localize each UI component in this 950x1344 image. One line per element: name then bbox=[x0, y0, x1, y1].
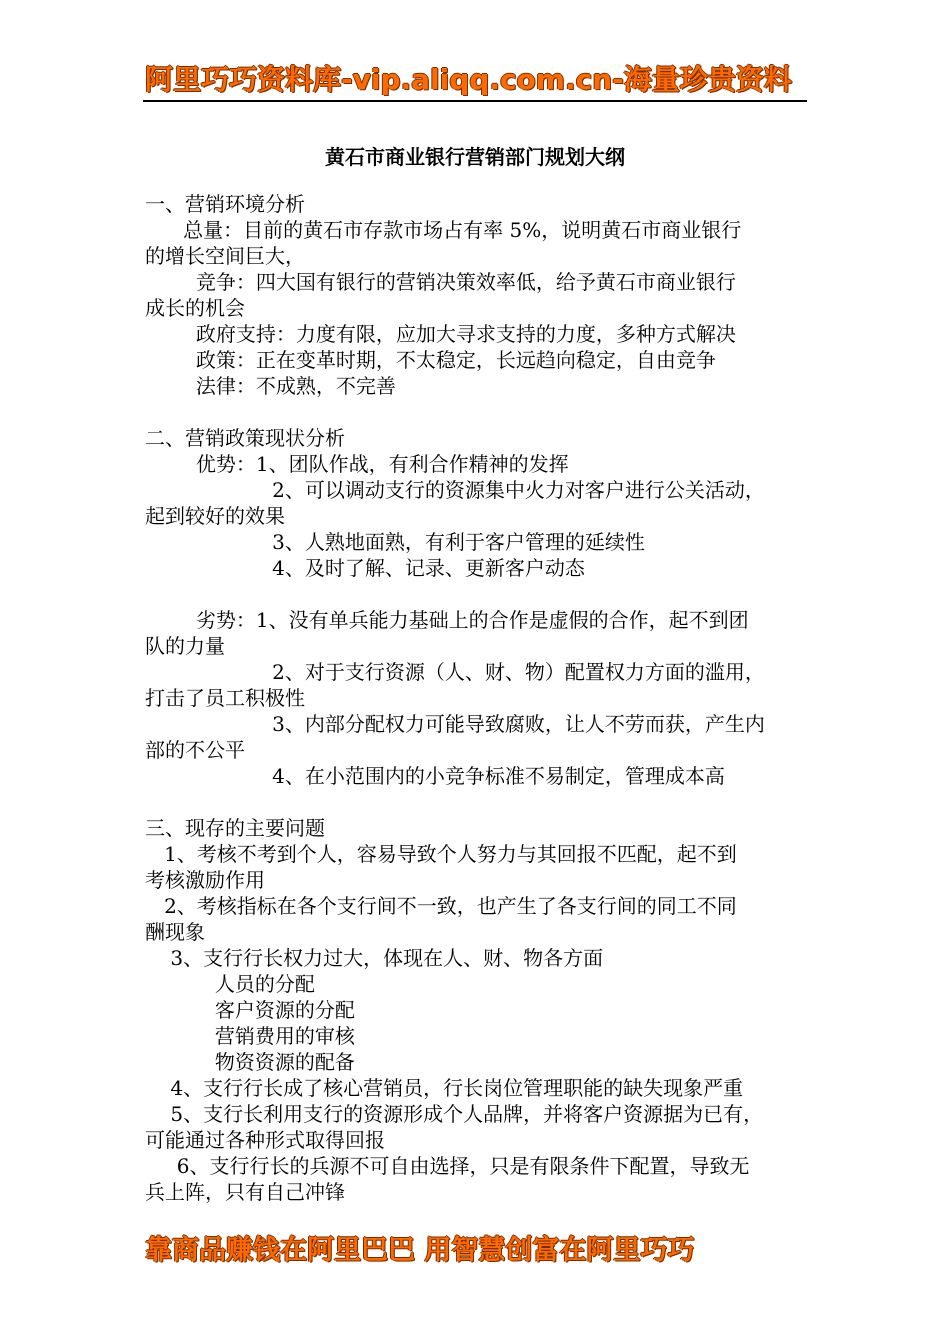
header-banner: 阿里巧巧资料库-vip.aliqq.com.cn-海量珍贵资料 bbox=[145, 63, 792, 96]
text-line: 优势：1、团队作战，有利合作精神的发挥 bbox=[145, 452, 569, 476]
text-line: 打击了员工积极性 bbox=[145, 686, 305, 710]
text-line: 物资资源的配备 bbox=[145, 1050, 355, 1074]
text-line: 2、对于支行资源（人、财、物）配置权力方面的滥用， bbox=[145, 660, 765, 684]
text-line: 队的力量 bbox=[145, 634, 225, 658]
text-line: 客户资源的分配 bbox=[145, 998, 355, 1022]
text-line: 人员的分配 bbox=[145, 972, 315, 996]
text-line: 4、在小范围内的小竞争标准不易制定，管理成本高 bbox=[145, 764, 725, 788]
text-line: 一、营销环境分析 bbox=[145, 192, 305, 216]
text-line: 5、支行长利用支行的资源形成个人品牌，并将客户资源据为已有， bbox=[145, 1102, 764, 1126]
text-line: 起到较好的效果 bbox=[145, 504, 285, 528]
text-line: 的增长空间巨大， bbox=[145, 244, 305, 268]
text-line: 3、人熟地面熟，有利于客户管理的延续性 bbox=[145, 530, 645, 554]
document-body bbox=[145, 191, 815, 1205]
text-line: 2、可以调动支行的资源集中火力对客户进行公关活动， bbox=[145, 478, 765, 502]
text-line: 总量：目前的黄石市存款市场占有率 5%，说明黄石市商业银行 bbox=[145, 218, 742, 242]
text-line: 3、内部分配权力可能导致腐败，让人不劳而获，产生内 bbox=[145, 712, 765, 736]
text-line: 二、营销政策现状分析 bbox=[145, 426, 345, 450]
text-line: 4、支行行长成了核心营销员，行长岗位管理职能的缺失现象严重 bbox=[145, 1076, 744, 1100]
text-line: 可能通过各种形式取得回报 bbox=[145, 1128, 385, 1152]
text-line: 竞争：四大国有银行的营销决策效率低，给予黄石市商业银行 bbox=[145, 270, 736, 294]
text-line: 兵上阵，只有自己冲锋 bbox=[145, 1180, 345, 1204]
blank-line bbox=[145, 789, 815, 815]
text-line: 法律：不成熟，不完善 bbox=[145, 374, 396, 398]
header-divider bbox=[143, 100, 807, 102]
text-line: 酬现象 bbox=[145, 920, 205, 944]
text-line: 2、考核指标在各个支行间不一致，也产生了各支行间的同工不同 bbox=[145, 894, 737, 918]
text-line: 政策：正在变革时期，不太稳定，长远趋向稳定，自由竞争 bbox=[145, 348, 716, 372]
text-line: 4、及时了解、记录、更新客户动态 bbox=[145, 556, 585, 580]
text-line: 6、支行行长的兵源不可自由选择，只是有限条件下配置，导致无 bbox=[145, 1154, 750, 1178]
footer-banner: 靠商品赚钱在阿里巴巴 用智慧创富在阿里巧巧 bbox=[145, 1235, 695, 1266]
document-title: 黄石市商业银行营销部门规划大纲 bbox=[325, 145, 625, 169]
blank-line bbox=[145, 581, 815, 607]
blank-line bbox=[145, 399, 815, 425]
text-line: 成长的机会 bbox=[145, 296, 245, 320]
text-line: 三、现存的主要问题 bbox=[145, 816, 325, 840]
text-line: 劣势：1、没有单兵能力基础上的合作是虚假的合作，起不到团 bbox=[145, 608, 749, 632]
text-line: 3、支行行长权力过大，体现在人、财、物各方面 bbox=[145, 946, 604, 970]
text-line: 1、考核不考到个人，容易导致个人努力与其回报不匹配，起不到 bbox=[145, 842, 737, 866]
text-line: 营销费用的审核 bbox=[145, 1024, 355, 1048]
text-line: 政府支持：力度有限，应加大寻求支持的力度，多种方式解决 bbox=[145, 322, 736, 346]
text-line: 部的不公平 bbox=[145, 738, 245, 762]
text-line: 考核激励作用 bbox=[145, 868, 265, 892]
